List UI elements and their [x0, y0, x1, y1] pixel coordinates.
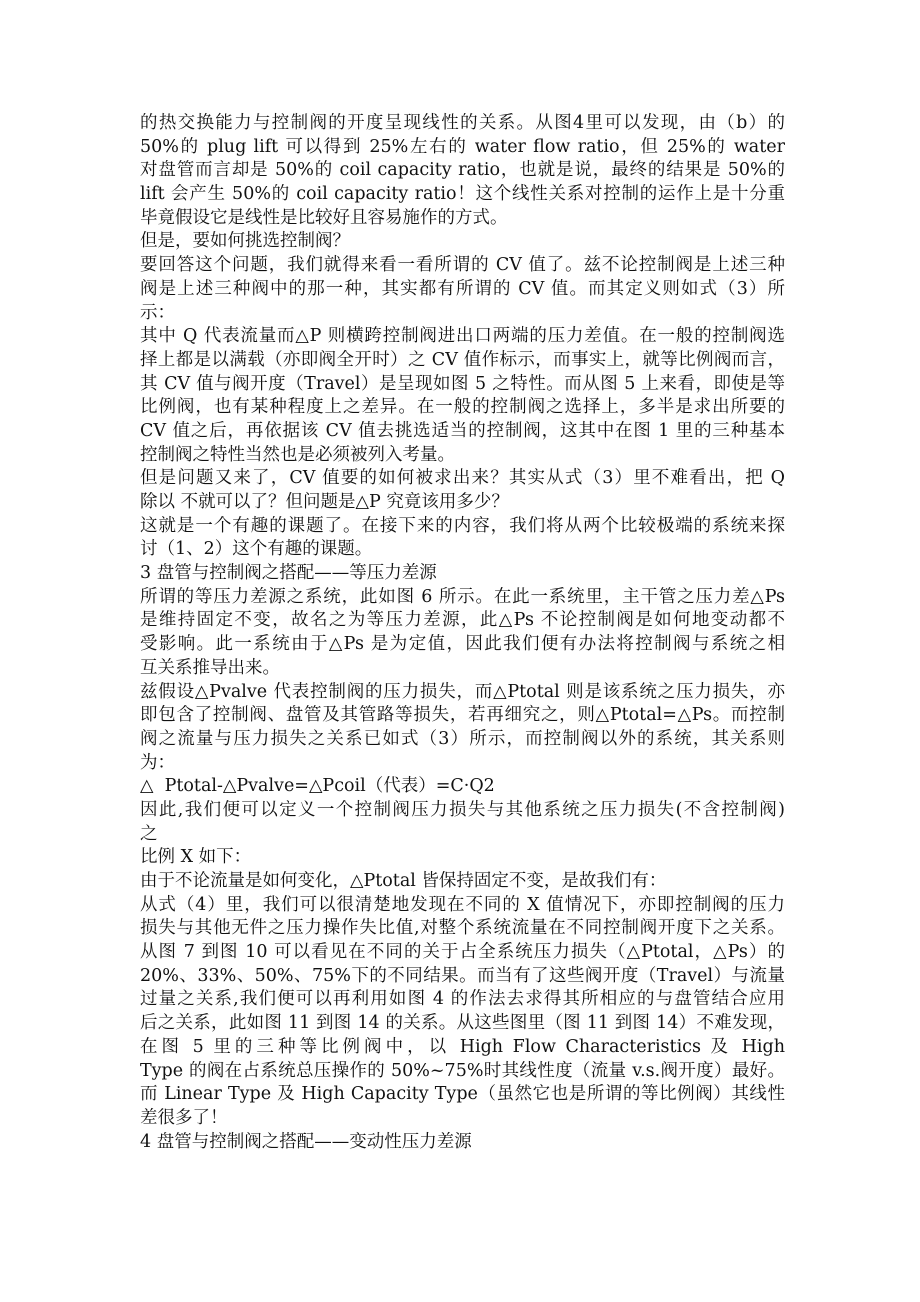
text-line: 因此,我们便可以定义一个控制阀压力损失与其他系统之压力损失(不含控制阀)	[140, 799, 785, 820]
text-line: 受影响。此一系统由于△Ps 是为定值，因此我们便有办法将控制阀与系统之相	[140, 634, 785, 655]
text-line: 由于不论流量是如何变化，△Ptotal 皆保持固定不变，是故我们有：	[140, 871, 667, 891]
text-line: 比例 X 如下：	[140, 847, 252, 868]
document-body	[140, 112, 785, 1154]
text-line: 择上都是以满载（亦即阀全开时）之 CV 值作标示，而事实上，就等比例阀而言，	[140, 349, 785, 370]
section-heading: 4 盘管与控制阀之搭配——变动性压力差源	[140, 1131, 472, 1152]
text-line: 之	[140, 823, 158, 844]
text-line: 除以 不就可以了？但问题是△P 究竟该用多少？	[140, 492, 509, 512]
text-line: 损失与其他无件之压力操作失比值,对整个系统流量在不同控制阀开度下之关系。	[140, 918, 785, 939]
text-line: 从图 7 到图 10 可以看见在不同的关于占全系统压力损失（△Ptotal，△Ps）的	[140, 942, 785, 963]
text-line: 在图 5 里的三种等比例阀中，以 High Flow Characteristics 及 High	[140, 1036, 785, 1057]
text-line: 是维持固定不变，故名之为等压力差源，此△Ps 不论控制阀是如何地变动都不	[140, 610, 785, 631]
text-line: 讨（1、2）这个有趣的课题。	[140, 539, 373, 560]
formula-line: △ Ptotal-△Pvalve=△Pcoil（代表）=C·Q2	[140, 776, 495, 797]
text-line: 阀之流量与压力损失之关系已如式（3）所示，而控制阀以外的系统，其关系则	[140, 728, 785, 749]
text-line: 兹假设△Pvalve 代表控制阀的压力损失，而△Ptotal 则是该系统之压力损失，亦	[140, 681, 785, 702]
text-line: 的热交换能力与控制阀的开度呈现线性的关系。从图4里可以发现，由（b）的	[140, 113, 785, 133]
text-line: 过量之关系,我们便可以再利用如图 4 的作法去求得其所相应的与盘管结合应用	[140, 989, 785, 1010]
text-line: 为：	[140, 752, 175, 773]
text-line: 要回答这个问题，我们就得来看一看所谓的 CV 值了。兹不论控制阀是上述三种	[140, 255, 785, 276]
text-line: 控制阀之特性当然也是必须被列入考量。	[140, 444, 455, 465]
text-line: 其中 Q 代表流量而△P 则横跨控制阀进出口两端的压力差值。在一般的控制阀选	[140, 326, 785, 347]
text-line: 从式（4）里，我们可以很清楚地发现在不同的 X 值情况下，亦即控制阀的压力	[140, 894, 785, 915]
text-line: 毕竟假设它是线性是比较好且容易施作的方式。	[140, 207, 508, 228]
text-line: 后之关系，此如图 11 到图 14 的关系。从这些图里（图 11 到图 14）不难发现，	[140, 1013, 785, 1034]
text-line: CV 值之后，再依据该 CV 值去挑选适当的控制阀，这其中在图 1 里的三种基本	[140, 420, 785, 441]
text-line: 阀是上述三种阀中的那一种，其实都有所谓的 CV 值。而其定义则如式（3）所	[140, 278, 785, 299]
text-line: 差很多了！	[140, 1107, 228, 1128]
text-line: 比例阀，也有某种程度上之差异。在一般的控制阀之选择上，多半是求出所要的	[140, 397, 785, 418]
text-line: 即包含了控制阀、盘管及其管路等损失，若再细究之，则△Ptotal=△Ps。而控制	[140, 705, 785, 726]
text-line: 其 CV 值与阀开度（Travel）是呈现如图 5 之特性。而从图 5 上来看，即使是等	[140, 373, 785, 394]
text-line: 而 Linear Type 及 High Capacity Type（虽然它也是所谓的等比例阀）其线性	[140, 1084, 785, 1105]
text-line: lift 会产生 50%的 coil capacity ratio！这个线性关系对控制的运作上是十分重	[140, 184, 785, 205]
text-line: Type 的阀在占系统总压操作的 50%~75%时其线性度（流量 v.s.阀开度）最好。	[140, 1060, 785, 1081]
text-line: 示：	[140, 302, 175, 323]
text-line: 所谓的等压力差源之系统，此如图 6 所示。在此一系统里，主干管之压力差△Ps	[140, 586, 785, 607]
text-line: 这就是一个有趣的课题了。在接下来的内容，我们将从两个比较极端的系统来探	[140, 515, 785, 536]
section-heading: 3 盘管与控制阀之搭配——等压力差源	[140, 563, 437, 584]
text-line: 互关系推导出来。	[140, 657, 280, 678]
text-line: 20%、33%、50%、75%下的不同结果。而当有了这些阀开度（Travel）与流量	[140, 965, 785, 986]
text-line: 50%的 plug lift 可以得到 25%左右的 water flow ratio，但 25%的 water	[140, 136, 785, 157]
text-line: 但是问题又来了，CV 值要的如何被求出来？其实从式（3）里不难看出，把 Q	[140, 468, 785, 489]
text-line: 但是，要如何挑选控制阀？	[140, 231, 350, 252]
text-line: 对盘管而言却是 50%的 coil capacity ratio，也就是说，最终的结果是 50%的	[140, 160, 785, 181]
